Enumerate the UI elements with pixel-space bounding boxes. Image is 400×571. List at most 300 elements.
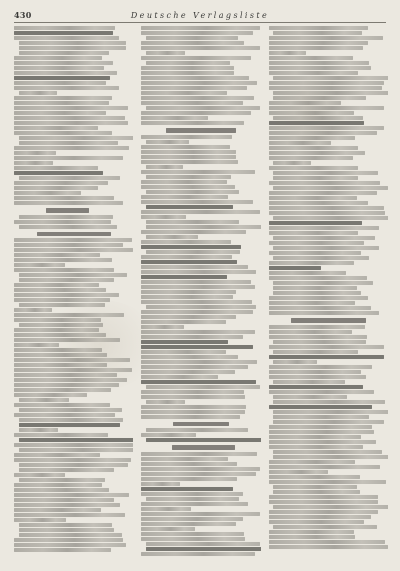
text-line [19, 51, 109, 55]
text-line [14, 373, 117, 377]
header-rule [14, 22, 386, 23]
text-line [269, 355, 385, 359]
text-line [14, 71, 117, 75]
text-line [14, 56, 102, 60]
text-line [141, 86, 247, 90]
text-line [14, 513, 125, 517]
text-line [273, 186, 388, 190]
text-line [14, 253, 100, 257]
text-line [269, 510, 378, 514]
text-line [14, 503, 120, 507]
text-line [19, 141, 118, 145]
text-line [14, 493, 129, 497]
text-line [141, 41, 244, 45]
text-line [146, 400, 185, 404]
text-line [269, 101, 341, 105]
text-line [14, 146, 129, 150]
text-line [14, 283, 99, 287]
text-line [19, 468, 114, 472]
text-line [14, 258, 112, 262]
text-line [269, 41, 368, 45]
text-line [273, 525, 377, 529]
text-line [14, 201, 123, 205]
text-line [14, 393, 87, 397]
text-line [14, 548, 111, 552]
text-line [141, 502, 248, 506]
text-line [19, 438, 134, 442]
text-line [141, 195, 228, 199]
text-line [19, 273, 127, 277]
text-line [141, 116, 207, 120]
text-line [141, 170, 255, 174]
text-line [141, 415, 240, 419]
text-line [269, 296, 369, 300]
text-line [273, 380, 345, 384]
text-line [14, 191, 81, 195]
text-line [14, 248, 133, 252]
text-line [141, 230, 245, 234]
text-line [14, 543, 126, 547]
text-line [14, 116, 125, 120]
text-line [273, 455, 388, 459]
text-line [141, 355, 238, 359]
text-line [14, 483, 102, 487]
text-line [14, 453, 100, 457]
text-line [14, 388, 111, 392]
text-line [141, 467, 260, 471]
text-line [14, 66, 104, 70]
text-line [141, 101, 243, 105]
text-line [269, 131, 378, 135]
text-line [19, 303, 106, 307]
text-line [14, 26, 115, 30]
text-line [141, 260, 236, 264]
text-line [46, 208, 90, 213]
text-line [141, 330, 254, 334]
text-line [14, 76, 110, 80]
text-line [269, 261, 354, 265]
text-line [269, 330, 353, 334]
text-line [141, 517, 242, 521]
text-line [141, 265, 248, 269]
text-line [19, 176, 120, 180]
text-line [146, 438, 261, 442]
text-line [269, 151, 366, 155]
text-line [273, 76, 388, 80]
text-line [273, 236, 375, 240]
text-line [141, 56, 251, 60]
text-line [146, 51, 185, 55]
text-line [14, 333, 106, 337]
text-line [269, 480, 386, 484]
text-line [269, 430, 375, 434]
text-line [141, 155, 236, 159]
text-line [269, 136, 355, 140]
text-line [146, 547, 261, 551]
text-line [14, 318, 101, 322]
text-line [269, 345, 385, 349]
text-line [141, 335, 243, 339]
text-line [269, 306, 371, 310]
text-line [14, 126, 98, 130]
text-line [141, 552, 255, 556]
text-line [141, 46, 260, 50]
text-line [269, 61, 370, 65]
text-line [14, 36, 119, 40]
text-line [14, 131, 112, 135]
text-line [19, 323, 104, 327]
text-line [273, 450, 381, 454]
text-line [14, 338, 120, 342]
text-line [14, 263, 65, 267]
text-line [269, 440, 376, 444]
text-line [14, 220, 111, 224]
text-line [166, 128, 236, 133]
text-line [269, 375, 366, 379]
text-line [14, 106, 128, 110]
text-line [273, 256, 369, 260]
text-line [141, 96, 254, 100]
text-line [146, 165, 183, 169]
text-line [141, 290, 235, 294]
text-line [141, 390, 244, 394]
text-line [269, 365, 373, 369]
page-number: 430 [14, 10, 32, 20]
text-line [273, 415, 369, 419]
text-line [269, 241, 365, 245]
text-line [291, 318, 366, 323]
text-line [14, 288, 106, 292]
text-line [19, 136, 134, 140]
text-line [273, 395, 347, 399]
text-line [273, 350, 358, 354]
text-line [269, 36, 384, 40]
text-line [14, 508, 101, 512]
text-line [14, 243, 123, 247]
text-line [141, 380, 256, 384]
text-line [269, 226, 380, 230]
text-line [146, 205, 233, 209]
text-line [273, 420, 383, 424]
text-line [141, 280, 251, 284]
text-line [273, 505, 388, 509]
text-line [141, 395, 244, 399]
text-line [269, 66, 371, 70]
text-line [141, 472, 256, 476]
text-line [141, 91, 227, 95]
text-line [141, 185, 235, 189]
text-line [141, 111, 250, 115]
text-line [14, 343, 59, 347]
text-line [269, 465, 380, 469]
text-line [141, 507, 191, 511]
text-line [273, 400, 385, 404]
text-line [19, 418, 123, 422]
text-line [146, 36, 238, 40]
text-line [141, 452, 256, 456]
text-line [141, 200, 253, 204]
text-line [146, 250, 240, 254]
text-line [14, 368, 132, 372]
text-line [141, 457, 228, 461]
running-title: Deutsche Verlagsliste [130, 10, 270, 20]
text-line [269, 206, 385, 210]
text-line [146, 542, 260, 546]
text-line [273, 490, 360, 494]
text-line [141, 310, 253, 314]
text-line [269, 71, 359, 75]
text-line [14, 81, 106, 85]
text-column-middle [141, 26, 260, 561]
text-line [14, 498, 114, 502]
text-line [19, 523, 113, 527]
text-line [14, 196, 114, 200]
text-line [269, 251, 362, 255]
text-line [146, 220, 239, 224]
text-line [141, 405, 245, 409]
text-line [273, 246, 379, 250]
text-line [14, 156, 123, 160]
text-line [141, 66, 234, 70]
text-line [269, 311, 379, 315]
text-line [269, 390, 375, 394]
text-line [14, 308, 52, 312]
text-line [141, 245, 241, 249]
text-line [141, 76, 248, 80]
text-line [19, 533, 122, 537]
text-line [141, 300, 252, 304]
text-line [14, 353, 107, 357]
text-line [269, 495, 379, 499]
text-line [141, 375, 217, 379]
text-line [19, 41, 126, 45]
text-line [141, 71, 233, 75]
text-line [14, 443, 133, 447]
text-line [19, 91, 57, 95]
text-line [141, 270, 256, 274]
text-line [146, 106, 260, 110]
text-line [273, 216, 388, 220]
text-line [269, 460, 355, 464]
text-line [269, 146, 358, 150]
text-line [141, 537, 244, 541]
text-line [141, 532, 244, 536]
text-line [14, 238, 132, 242]
text-line [14, 518, 66, 522]
text-line [141, 492, 243, 496]
text-line [273, 91, 388, 95]
text-line [269, 166, 358, 170]
text-line [14, 328, 99, 332]
text-line [19, 408, 122, 412]
text-line [141, 160, 238, 164]
text-line [141, 512, 260, 516]
text-line [141, 433, 196, 437]
text-line [19, 398, 69, 402]
text-line [14, 488, 109, 492]
text-line [19, 215, 113, 219]
text-line [269, 111, 354, 115]
text-line [141, 135, 232, 139]
text-line [141, 315, 236, 319]
text-line [269, 86, 382, 90]
text-line [37, 232, 111, 237]
text-line [273, 410, 388, 414]
text-line [14, 458, 131, 462]
text-line [141, 121, 244, 125]
text-line [14, 348, 102, 352]
text-line [14, 101, 109, 105]
text-line [141, 255, 232, 259]
text-line [273, 485, 357, 489]
text-line [146, 225, 261, 229]
text-line [273, 291, 360, 295]
text-columns [14, 26, 388, 561]
text-line [269, 535, 356, 539]
text-line [269, 405, 372, 409]
text-line [269, 56, 353, 60]
text-line [14, 151, 56, 155]
text-line [141, 522, 236, 526]
text-line [141, 210, 260, 214]
text-line [19, 528, 114, 532]
text-line [14, 298, 110, 302]
text-line [19, 423, 120, 427]
text-line [269, 126, 384, 130]
text-line [141, 180, 226, 184]
text-line [269, 211, 385, 215]
text-line [173, 422, 229, 427]
text-line [14, 86, 119, 90]
text-line [141, 26, 259, 30]
text-line [269, 475, 361, 479]
text-line [19, 478, 105, 482]
text-line [269, 201, 369, 205]
text-line [273, 286, 357, 290]
text-line [141, 365, 247, 369]
text-line [269, 181, 380, 185]
text-line [14, 433, 108, 437]
text-line [269, 545, 388, 549]
text-line [269, 271, 346, 275]
text-line [172, 445, 235, 450]
text-line [14, 293, 119, 297]
text-line [14, 31, 113, 35]
text-line [19, 428, 58, 432]
text-line [146, 305, 256, 309]
text-line [14, 363, 107, 367]
text-line [19, 448, 134, 452]
text-line [141, 285, 255, 289]
text-line [14, 403, 110, 407]
text-line [19, 225, 118, 229]
text-line [273, 360, 316, 364]
text-line [141, 150, 236, 154]
text-line [14, 171, 103, 175]
text-line [146, 61, 230, 65]
text-line [269, 515, 371, 519]
text-line [14, 413, 115, 417]
text-line [14, 111, 106, 115]
text-line [269, 500, 379, 504]
text-line [269, 191, 378, 195]
text-line [141, 81, 256, 85]
text-line [14, 473, 65, 477]
text-line [141, 477, 237, 481]
text-line [269, 196, 357, 200]
text-line [14, 378, 127, 382]
text-line [141, 31, 253, 35]
text-line [269, 425, 372, 429]
text-line [269, 445, 364, 449]
text-line [269, 276, 368, 280]
text-line [273, 116, 363, 120]
text-line [14, 61, 113, 65]
text-line [269, 470, 329, 474]
text-line [141, 345, 252, 349]
text-line [269, 301, 355, 305]
text-line [141, 410, 245, 414]
text-line [273, 176, 358, 180]
text-line [19, 278, 114, 282]
text-line [269, 221, 362, 225]
text-line [141, 145, 229, 149]
text-line [141, 482, 180, 486]
text-line [146, 428, 248, 432]
text-line [14, 313, 124, 317]
text-line [269, 370, 361, 374]
text-line [273, 161, 311, 165]
text-line [19, 46, 127, 50]
text-line [273, 96, 365, 100]
text-line [273, 171, 378, 175]
text-line [14, 383, 119, 387]
text-line [269, 81, 385, 85]
text-line [269, 385, 364, 389]
text-line [269, 156, 354, 160]
text-line [14, 121, 128, 125]
text-line [141, 370, 235, 374]
text-line [146, 235, 198, 239]
text-line [141, 527, 195, 531]
text-line [141, 462, 237, 466]
text-line [14, 166, 98, 170]
text-line [269, 325, 365, 329]
text-line [269, 335, 368, 339]
text-line [269, 530, 354, 534]
text-line [14, 268, 114, 272]
text-line [273, 281, 373, 285]
text-line [141, 350, 226, 354]
text-line [146, 175, 231, 179]
text-line [14, 186, 98, 190]
text-line [14, 96, 112, 100]
text-line [269, 520, 365, 524]
text-line [269, 46, 364, 50]
text-column-left [14, 26, 133, 561]
text-line [269, 266, 322, 270]
text-line [269, 106, 384, 110]
text-line [141, 325, 184, 329]
text-line [269, 51, 306, 55]
text-line [269, 231, 358, 235]
text-line [19, 463, 128, 467]
text-line [146, 497, 239, 501]
text-line [146, 385, 260, 389]
text-line [269, 141, 332, 145]
text-line [269, 121, 364, 125]
text-column-right [269, 26, 388, 561]
